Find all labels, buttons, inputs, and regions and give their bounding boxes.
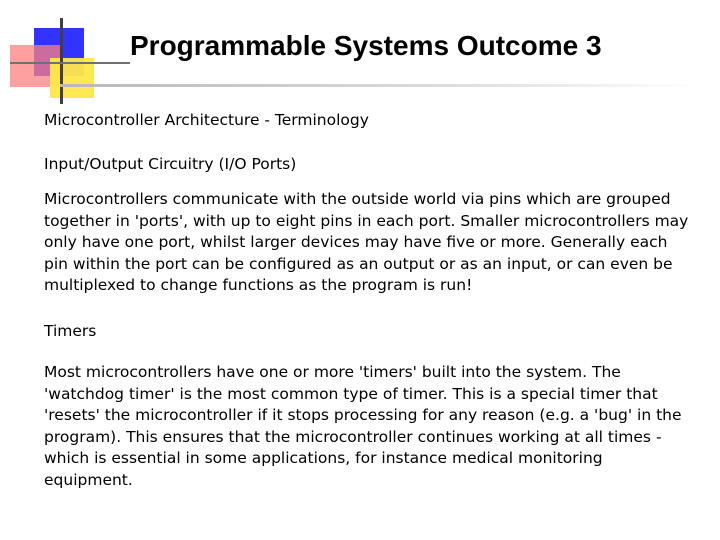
- logo-horizontal-line: [10, 62, 130, 64]
- title-underline: [60, 84, 700, 87]
- decorative-logo: [0, 0, 130, 120]
- timers-paragraph: Most microcontrollers have one or more 'timers' built into the system. The 'watchdog timer' is the most common type of timer. This is a special timer that 'resets' the microcontroller if it stops processing for any reason (e.g. a 'bug' in the program). This ensures that the microcontroller continues working at all times - which is essential in some applications, for instance medical monitoring equipment.: [44, 363, 682, 489]
- slide-content: [44, 110, 694, 491]
- main-heading: Microcontroller Architecture - Terminology: [44, 111, 369, 129]
- io-paragraph: Microcontrollers communicate with the outside world via pins which are grouped together in 'ports', with up to eight pins in each port. Smaller microcontrollers may only have one port, whilst larger devices may have five or more. Generally each pin within the port can be configured as an output or as an input, or can even be multiplexed to change functions as the program is run!: [44, 190, 689, 294]
- slide-title: Programmable Systems Outcome 3: [130, 30, 602, 61]
- io-heading: Input/Output Circuitry (I/O Ports): [44, 154, 297, 173]
- logo-vertical-line: [60, 18, 63, 104]
- timers-heading: Timers: [44, 321, 97, 340]
- logo-yellow-square: [50, 58, 94, 98]
